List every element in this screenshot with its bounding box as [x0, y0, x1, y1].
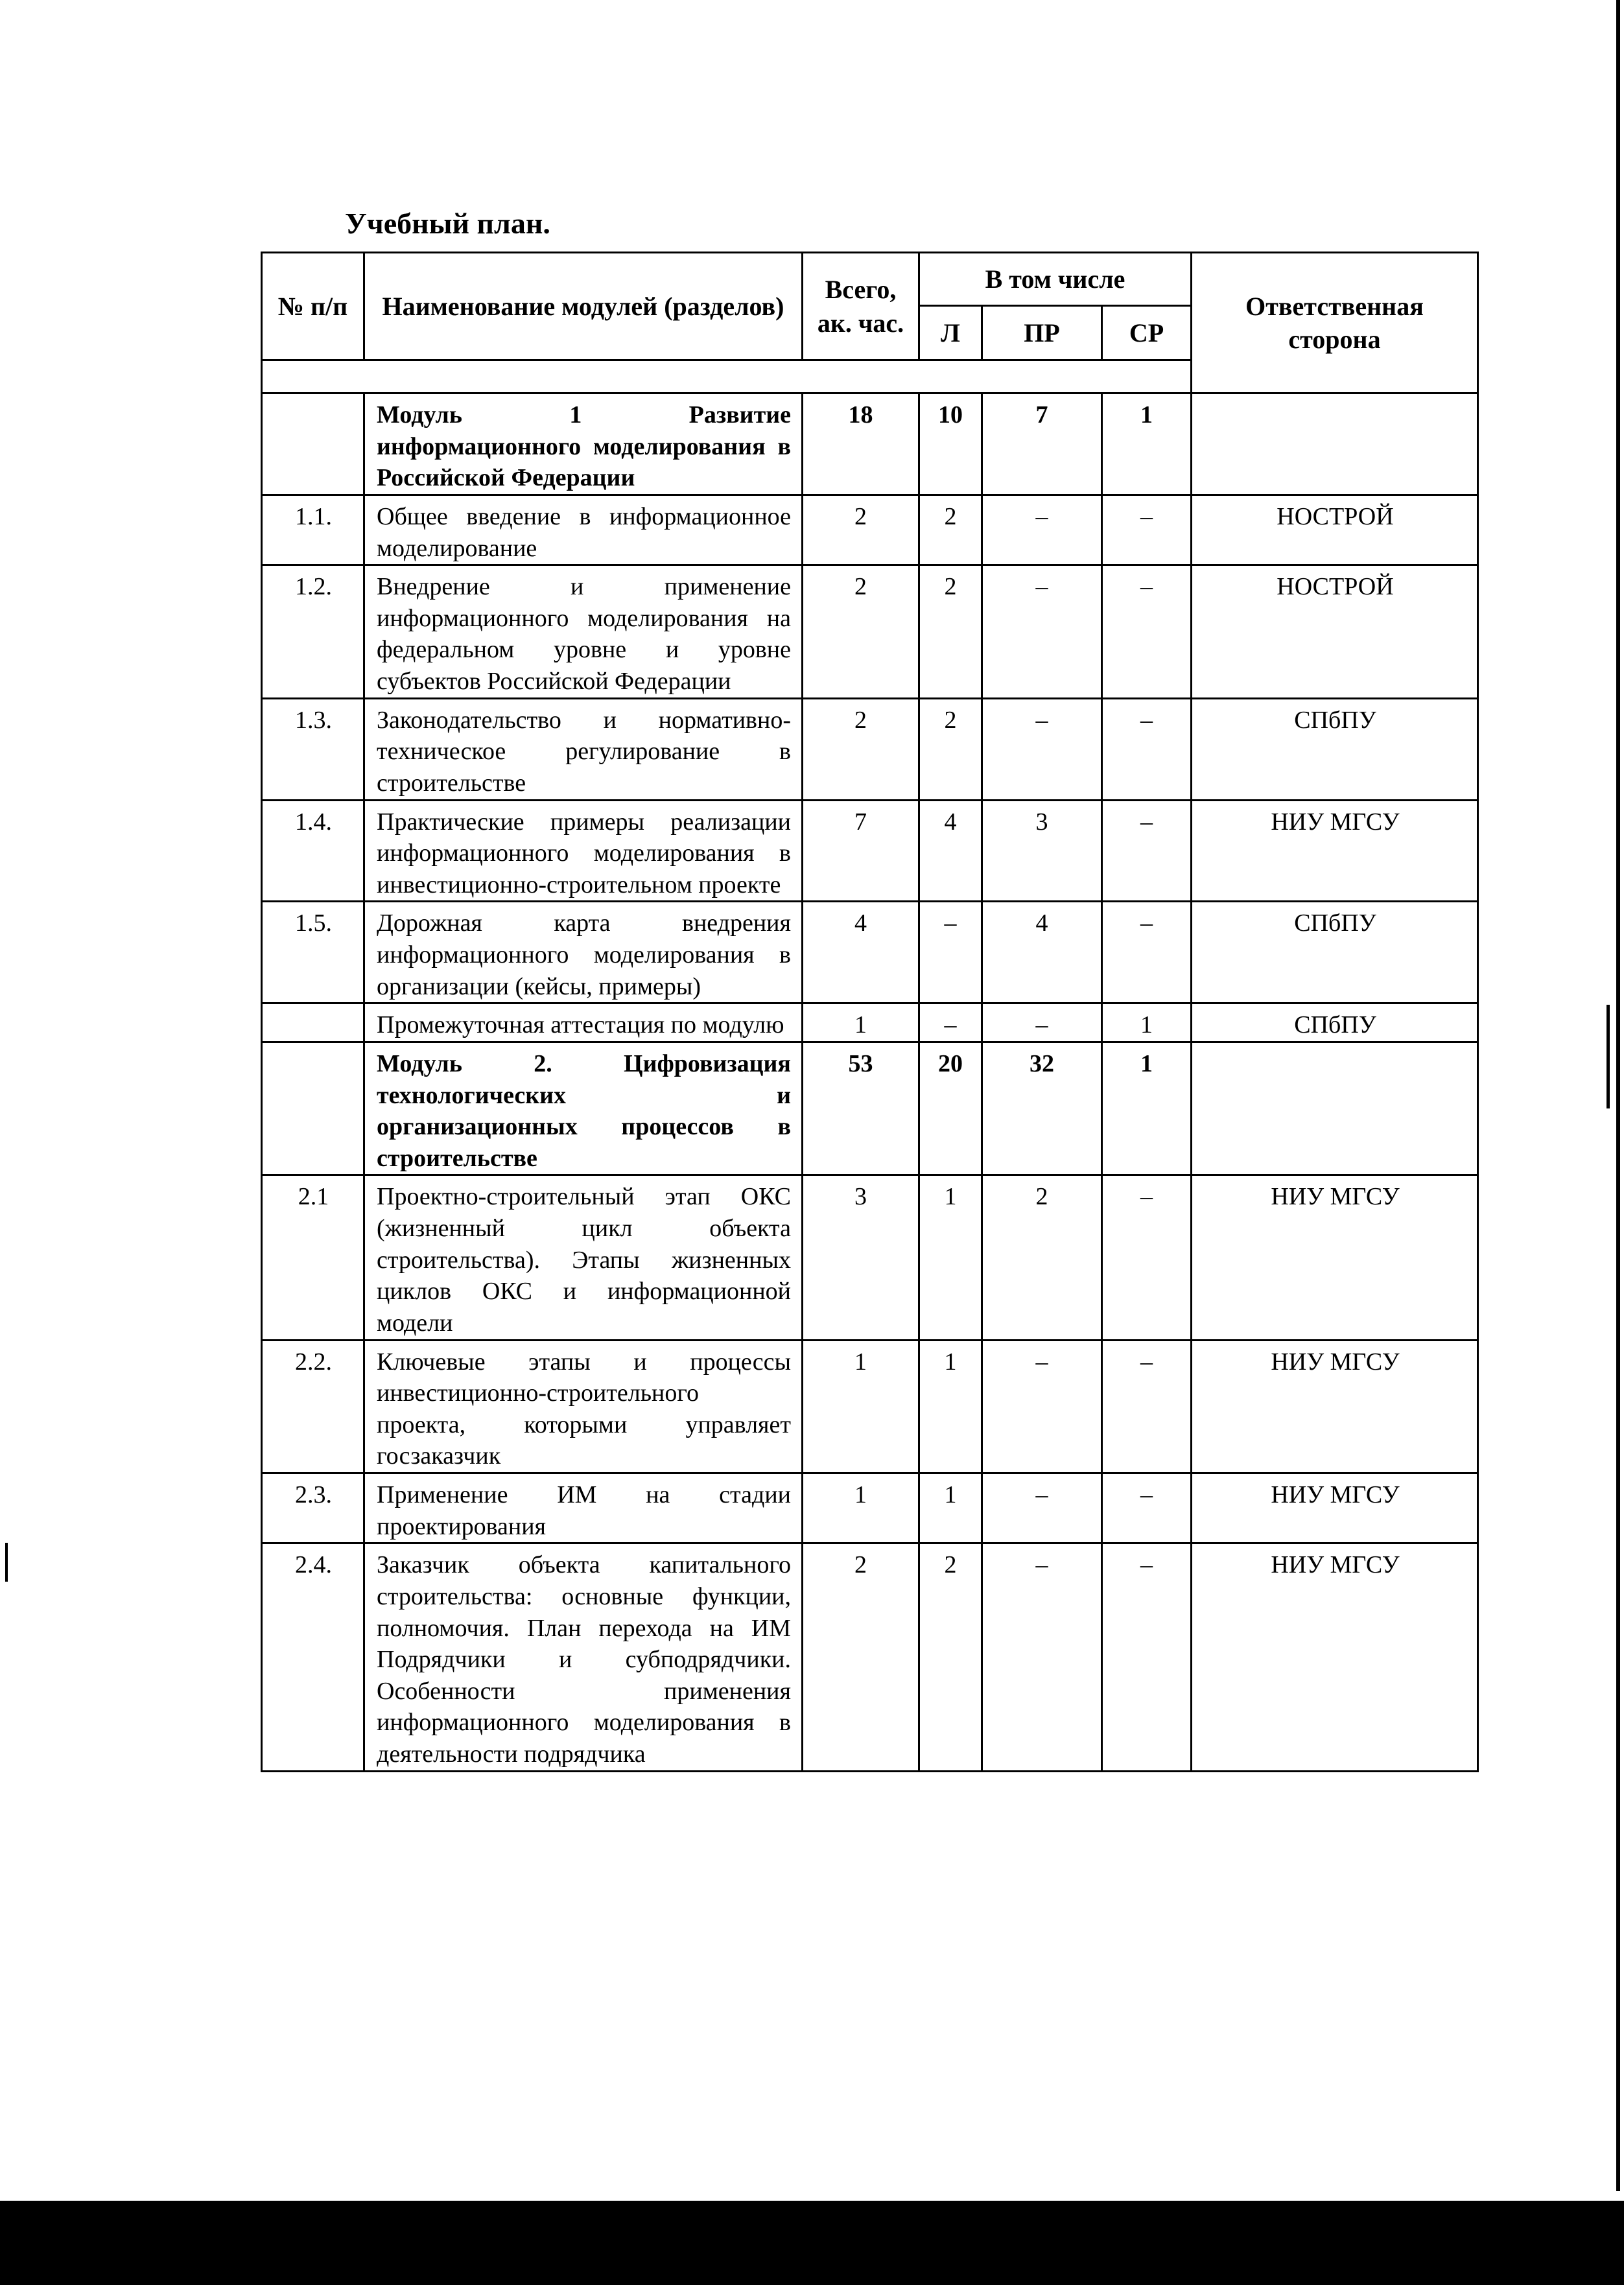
row-pr: – — [982, 1003, 1102, 1042]
spacer-cell — [262, 360, 1192, 393]
table-row — [262, 902, 1478, 1003]
row-sr: – — [1102, 1340, 1192, 1473]
row-total: 7 — [803, 800, 919, 902]
row-l: 2 — [919, 565, 982, 699]
row-l: 1 — [919, 1175, 982, 1340]
row-name: Ключевые этапы и процессы инвестиционно-строительного проекта, которыми управляет госзаказчик — [364, 1340, 803, 1473]
row-total: 18 — [803, 393, 919, 495]
header-num: № п/п — [262, 253, 364, 360]
row-sr: – — [1102, 902, 1192, 1003]
row-pr: – — [982, 1473, 1102, 1543]
row-name: Проектно-строительный этап ОКС (жизненный цикл объекта строительства). Этапы жизненных циклов ОКС и информационной модели — [364, 1175, 803, 1340]
row-resp: НИУ МГСУ — [1192, 1543, 1478, 1771]
row-name: Применение ИМ на стадии проектирования — [364, 1473, 803, 1543]
row-l: – — [919, 902, 982, 1003]
row-name: Законодательство и нормативно-техническое регулирование в строительстве — [364, 698, 803, 800]
row-pr: – — [982, 1543, 1102, 1771]
row-num — [262, 1042, 364, 1175]
row-resp: СПбПУ — [1192, 902, 1478, 1003]
row-l: – — [919, 1003, 982, 1042]
scan-mark-right — [1606, 1005, 1610, 1108]
row-total: 2 — [803, 495, 919, 565]
table-row — [262, 1340, 1478, 1473]
row-num — [262, 393, 364, 495]
row-resp — [1192, 393, 1478, 495]
scan-edge-right — [1616, 0, 1620, 2191]
row-name: Общее введение в информационное моделирование — [364, 495, 803, 565]
row-sr: – — [1102, 495, 1192, 565]
scan-mark-left — [5, 1543, 8, 1582]
row-pr: – — [982, 698, 1102, 800]
row-num: 2.1 — [262, 1175, 364, 1340]
row-resp: НОСТРОЙ — [1192, 495, 1478, 565]
row-total: 1 — [803, 1340, 919, 1473]
row-pr: – — [982, 565, 1102, 699]
row-total: 2 — [803, 565, 919, 699]
row-total: 3 — [803, 1175, 919, 1340]
row-resp: НИУ МГСУ — [1192, 1175, 1478, 1340]
table-row — [262, 800, 1478, 902]
row-total: 1 — [803, 1003, 919, 1042]
table-row — [262, 1543, 1478, 1771]
module-row — [262, 1042, 1478, 1175]
row-pr: – — [982, 495, 1102, 565]
table-row — [262, 1175, 1478, 1340]
header-resp: Ответственная сторона — [1192, 253, 1478, 393]
row-sr: – — [1102, 1175, 1192, 1340]
header-l: Л — [919, 306, 982, 360]
row-l: 2 — [919, 495, 982, 565]
row-pr: 7 — [982, 393, 1102, 495]
row-name: Заказчик объекта капитального строительства: основные функции, полномочия. План перехода на ИМ Подрядчики и субподрядчики. Особенности применения информационного моделирования в деятельности подрядчика — [364, 1543, 803, 1771]
row-num: 1.5. — [262, 902, 364, 1003]
row-sr: – — [1102, 565, 1192, 699]
row-resp: СПбПУ — [1192, 1003, 1478, 1042]
curriculum-table — [261, 252, 1479, 1772]
row-num: 1.2. — [262, 565, 364, 699]
row-sr: 1 — [1102, 393, 1192, 495]
row-resp: НОСТРОЙ — [1192, 565, 1478, 699]
row-num: 1.3. — [262, 698, 364, 800]
page-title: Учебный план. — [345, 207, 550, 240]
row-l: 10 — [919, 393, 982, 495]
table-header — [262, 253, 1478, 393]
row-l: 2 — [919, 1543, 982, 1771]
row-total: 4 — [803, 902, 919, 1003]
header-sr: СР — [1102, 306, 1192, 360]
row-sr: – — [1102, 800, 1192, 902]
row-name: Дорожная карта внедрения информационного моделирования в организации (кейсы, примеры) — [364, 902, 803, 1003]
row-l: 1 — [919, 1473, 982, 1543]
row-total: 2 — [803, 698, 919, 800]
row-l: 4 — [919, 800, 982, 902]
table-row — [262, 495, 1478, 565]
row-l: 1 — [919, 1340, 982, 1473]
header-pr: ПР — [982, 306, 1102, 360]
row-total: 1 — [803, 1473, 919, 1543]
row-resp: НИУ МГСУ — [1192, 1473, 1478, 1543]
row-name: Модуль 2. Цифровизация технологических и организационных процессов в строительстве — [364, 1042, 803, 1175]
row-pr: 4 — [982, 902, 1102, 1003]
row-num: 2.2. — [262, 1340, 364, 1473]
header-name: Наименование модулей (разделов) — [364, 253, 803, 360]
row-pr: – — [982, 1340, 1102, 1473]
row-resp: НИУ МГСУ — [1192, 1340, 1478, 1473]
table-row — [262, 1003, 1478, 1042]
table-body — [262, 393, 1478, 1772]
row-num: 1.4. — [262, 800, 364, 902]
module-row — [262, 393, 1478, 495]
row-sr: – — [1102, 1543, 1192, 1771]
row-num: 2.3. — [262, 1473, 364, 1543]
row-sr: – — [1102, 1473, 1192, 1543]
row-resp: НИУ МГСУ — [1192, 800, 1478, 902]
row-sr: 1 — [1102, 1042, 1192, 1175]
table-row — [262, 1473, 1478, 1543]
row-name: Практические примеры реализации информационного моделирования в инвестиционно-строительном проекте — [364, 800, 803, 902]
row-sr: 1 — [1102, 1003, 1192, 1042]
row-pr: 32 — [982, 1042, 1102, 1175]
row-resp: СПбПУ — [1192, 698, 1478, 800]
row-name: Промежуточная аттестация по модулю — [364, 1003, 803, 1042]
header-group: В том числе — [919, 253, 1192, 306]
row-l: 20 — [919, 1042, 982, 1175]
header-total: Всего, ак. час. — [803, 253, 919, 360]
table-row — [262, 698, 1478, 800]
row-l: 2 — [919, 698, 982, 800]
row-pr: 2 — [982, 1175, 1102, 1340]
row-num: 1.1. — [262, 495, 364, 565]
row-num — [262, 1003, 364, 1042]
row-name: Внедрение и применение информационного моделирования на федеральном уровне и уровне субъектов Российской Федерации — [364, 565, 803, 699]
scan-bottom-bar — [0, 2201, 1624, 2285]
row-name: Модуль 1 Развитие информационного моделирования в Российской Федерации — [364, 393, 803, 495]
table-row — [262, 565, 1478, 699]
row-total: 53 — [803, 1042, 919, 1175]
row-num: 2.4. — [262, 1543, 364, 1771]
row-resp — [1192, 1042, 1478, 1175]
row-pr: 3 — [982, 800, 1102, 902]
row-sr: – — [1102, 698, 1192, 800]
row-total: 2 — [803, 1543, 919, 1771]
